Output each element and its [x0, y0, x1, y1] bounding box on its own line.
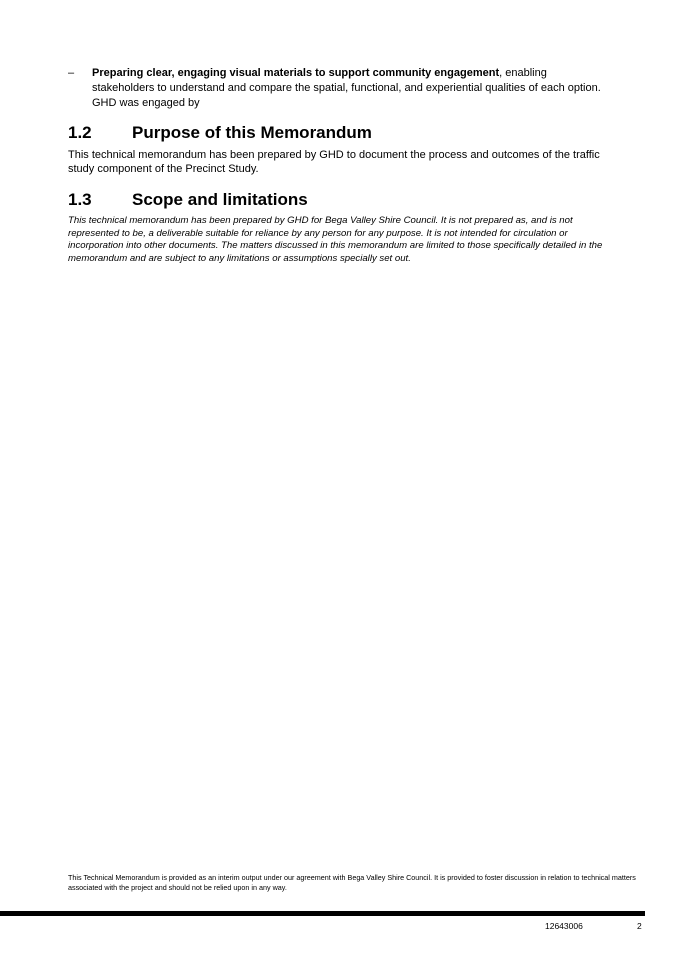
- bullet-dash: –: [68, 67, 75, 79]
- section-number: 1.2: [68, 123, 92, 142]
- footer-rule: [0, 911, 645, 916]
- bullet-item: [68, 66, 608, 111]
- footer-note: This Technical Memorandum is provided as an interim output under our agreement with Bega Valley Shire Council. It is provided to foster discussion in relation to technical matters associated with the project and should not be relied upon in any way.: [68, 873, 636, 892]
- section-body-purpose: This technical memorandum has been prepared by GHD to document the process and outcomes of the traffic study component of the Precinct Study.: [68, 149, 600, 175]
- section-body-scope: This technical memorandum has been prepared by GHD for Bega Valley Shire Council. It is not prepared as, and is not represented to be, a deliverable suitable for reliance by any person for any purpose. It is not intended for circulation or incorporation into other documents. The matters discussed in this memorandum are limited to those specifically detailed in the memorandum and are subject to any limitations or assumptions specially set out.: [68, 215, 603, 264]
- bullet-rest-text: , enabling stakeholders to understand and compare the spatial, functional, and experiential qualities of each option. GHD was engaged by: [92, 67, 601, 109]
- bullet-text: [92, 66, 608, 111]
- section-heading-scope: [68, 190, 308, 210]
- section-number: 1.3: [68, 190, 92, 209]
- document-number: 12643006: [545, 921, 583, 931]
- bullet-lead-text: Preparing clear, engaging visual materials to support community engagement: [92, 67, 500, 79]
- section-title: Scope and limitations: [132, 190, 308, 209]
- page-number: 2: [637, 921, 642, 931]
- section-heading-purpose: [68, 123, 372, 143]
- section-title: Purpose of this Memorandum: [132, 123, 372, 142]
